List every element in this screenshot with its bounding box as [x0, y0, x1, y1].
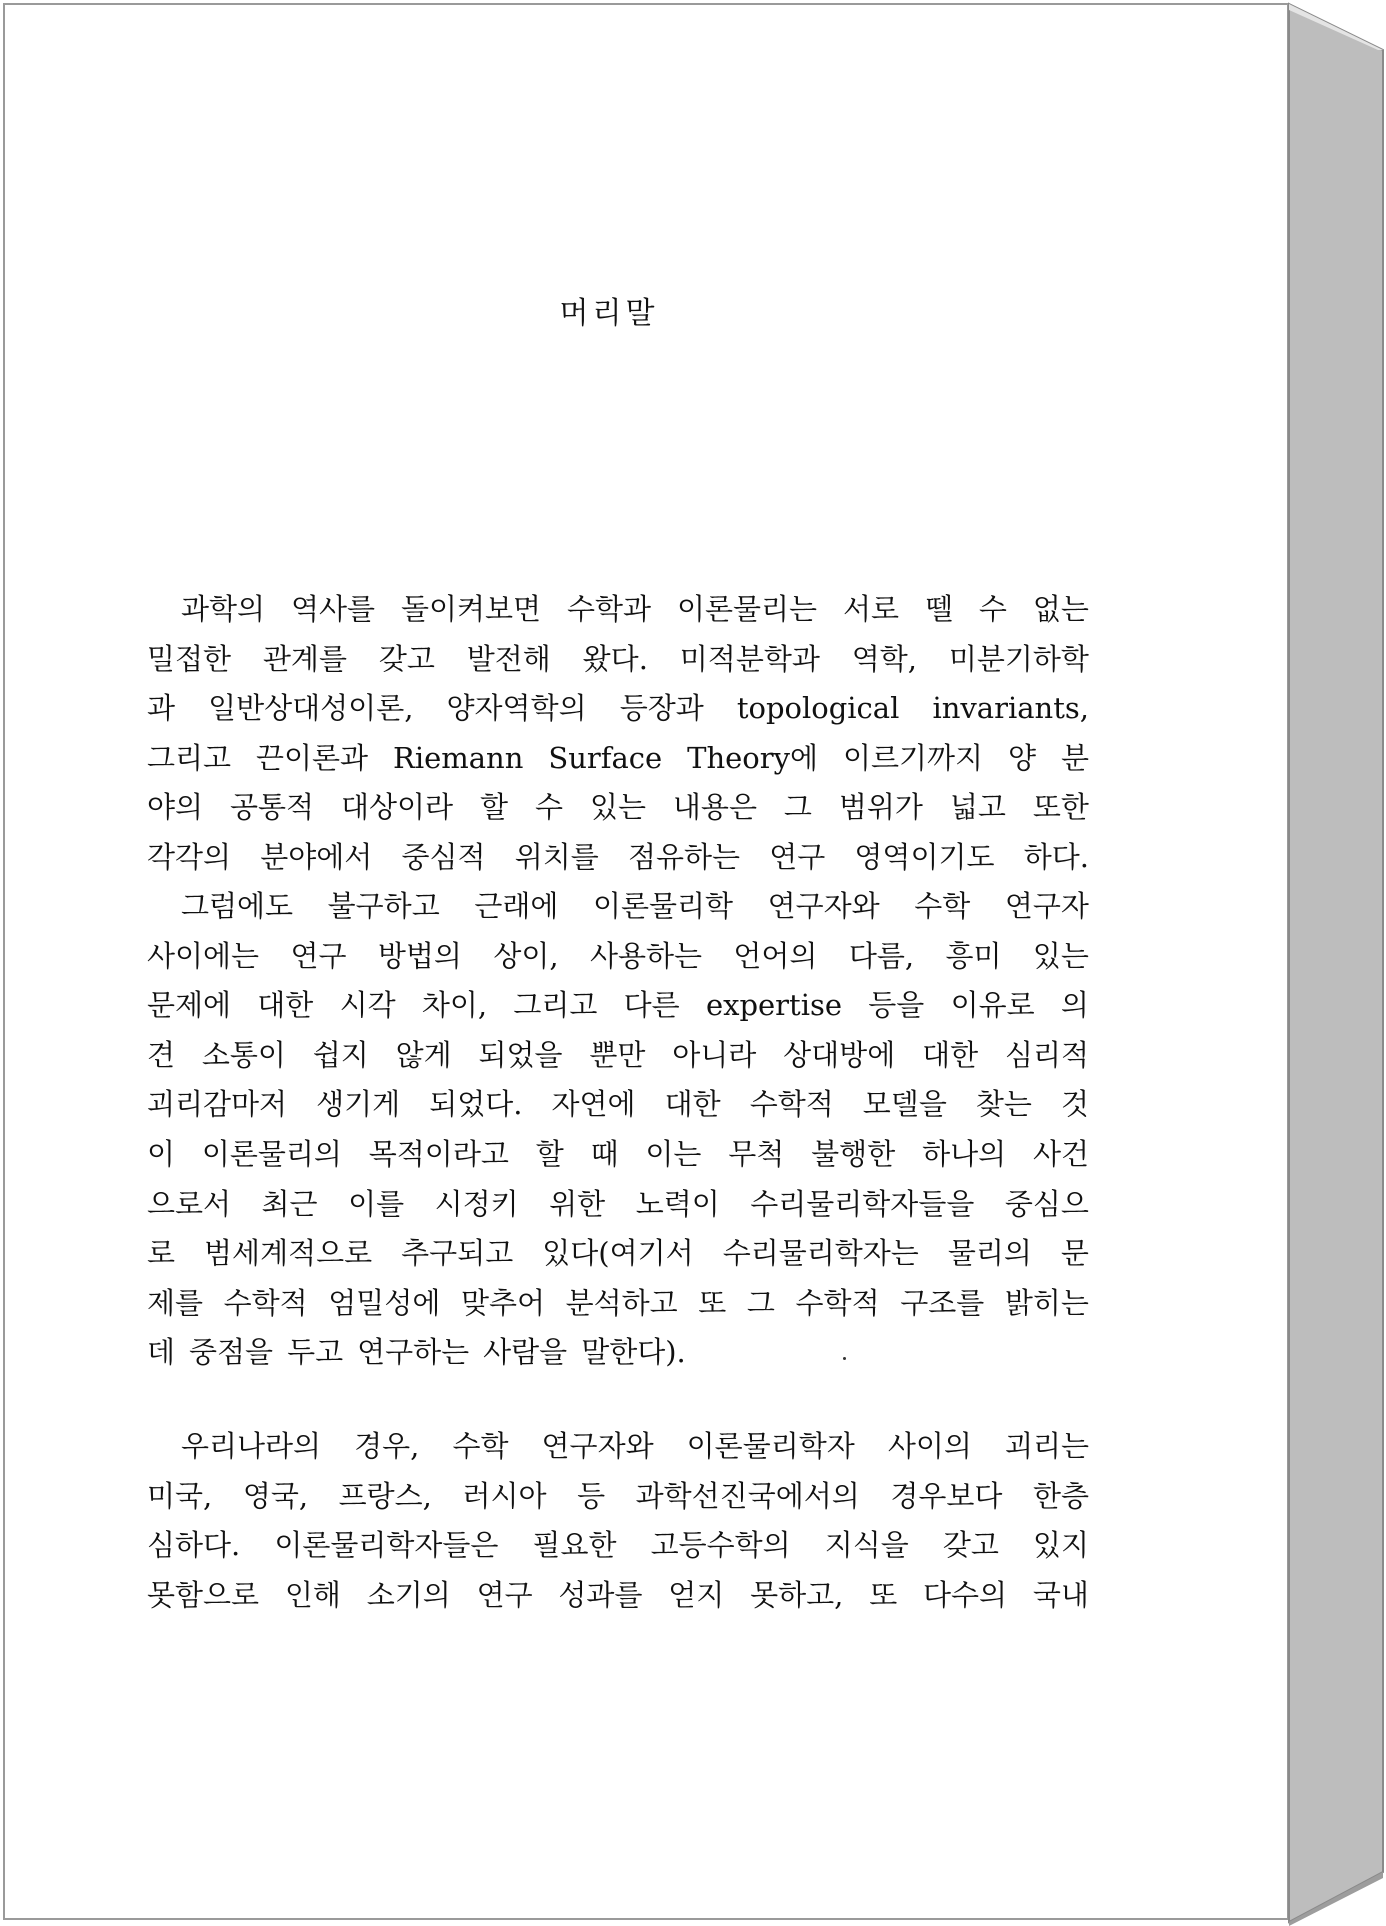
paragraph-1 — [147, 585, 1089, 883]
text-word: 이는 — [645, 1136, 702, 1171]
text-line — [147, 1422, 1089, 1472]
text-word: 있는 — [589, 790, 646, 825]
text-word: 연구하는 — [357, 1335, 470, 1370]
text-word: 사람을 — [483, 1335, 568, 1370]
text-word: 데 — [147, 1335, 176, 1370]
text-word: 대한 — [922, 1037, 979, 1072]
text-word: 자연에 — [551, 1087, 636, 1122]
text-word: 이르기까지 — [842, 740, 984, 775]
text-word: 연구 — [476, 1577, 533, 1612]
text-word: 이유로 — [950, 988, 1035, 1023]
text-word: 사용하는 — [589, 938, 703, 973]
text-line — [147, 1521, 1089, 1571]
ink-speck — [843, 1357, 846, 1360]
text-word: 또 — [869, 1577, 898, 1612]
text-line — [147, 833, 1089, 883]
text-word: 심리적 — [1004, 1037, 1089, 1072]
text-line — [147, 981, 1089, 1031]
text-word: 로 — [147, 1236, 176, 1271]
text-word: topological — [736, 691, 900, 726]
text-word: 사건 — [1032, 1136, 1089, 1171]
text-word: 수리물리학자들을 — [750, 1186, 975, 1221]
text-line — [147, 882, 1089, 932]
text-word: 연구자 — [1004, 889, 1089, 923]
text-word: 사이에는 — [147, 938, 260, 973]
text-word: 얻지 — [668, 1577, 725, 1612]
text-word: 엄밀성에 — [328, 1285, 441, 1320]
text-word: 불구하고 — [327, 889, 440, 923]
text-word: 물리의 — [947, 1236, 1032, 1271]
text-word: 상대방에 — [783, 1037, 896, 1072]
text-word: 대한 — [664, 1087, 721, 1122]
text-word: 이를 — [348, 1186, 405, 1221]
text-word: 흥미 — [945, 938, 1002, 973]
text-word: 갖고 — [378, 641, 435, 676]
text-word: 중심적 — [401, 839, 486, 874]
text-line — [147, 1279, 1089, 1329]
paragraph-3 — [147, 1422, 1089, 1620]
text-line — [147, 1229, 1089, 1279]
text-word: 수 — [534, 790, 563, 825]
text-line — [147, 1571, 1089, 1621]
text-word: 수학적 — [795, 1285, 880, 1320]
text-word: 다름, — [848, 938, 915, 973]
text-word: 야의 — [147, 790, 204, 825]
page-title: 머리말 — [559, 296, 659, 331]
text-word: 일반상대성이론, — [208, 691, 414, 726]
text-word: 위한 — [549, 1186, 606, 1221]
text-word: 내용은 — [672, 790, 757, 825]
text-word: 범위가 — [838, 790, 923, 825]
text-word: 그 — [746, 1285, 775, 1320]
text-line — [147, 1472, 1089, 1522]
text-word: 수학적 — [749, 1087, 834, 1122]
text-word: 맞추어 — [460, 1285, 546, 1320]
text-word: 차이, — [421, 988, 488, 1023]
text-word: 뗄 — [924, 592, 953, 626]
text-word: 연구자와 — [541, 1429, 654, 1463]
text-word: 수 — [978, 592, 1007, 626]
text-word: 그리고 — [513, 988, 598, 1023]
text-word: 못함으로 — [147, 1577, 260, 1612]
text-word: 또 — [698, 1285, 727, 1320]
text-word: 있다(여기서 — [542, 1236, 694, 1271]
text-word: Theory에 — [687, 740, 819, 775]
text-word: 그럼에도 — [181, 889, 294, 923]
text-word: expertise — [705, 988, 843, 1023]
text-line — [147, 1080, 1089, 1130]
text-word: 점유하는 — [627, 839, 741, 874]
text-word: 미적분학과 — [679, 641, 820, 676]
text-word: 양자역학의 — [446, 691, 587, 726]
text-word: 연구자와 — [767, 889, 880, 923]
text-word: 수리물리학자는 — [722, 1236, 919, 1271]
text-word: 우리나라의 — [181, 1429, 322, 1463]
text-word: 괴리는 — [1004, 1429, 1089, 1463]
text-line — [147, 734, 1089, 784]
text-word: 공통적 — [229, 790, 315, 825]
text-word: 있는 — [1032, 938, 1089, 973]
text-word: 경우보다 — [890, 1478, 1003, 1513]
text-line — [147, 932, 1089, 982]
text-word: 하나의 — [922, 1136, 1007, 1171]
text-word: 것 — [1060, 1087, 1089, 1122]
text-word: 할 — [535, 1136, 564, 1171]
text-word: 추구되고 — [401, 1236, 514, 1271]
text-word: 성과를 — [558, 1577, 643, 1612]
text-word: 때 — [590, 1136, 619, 1171]
text-word: 뿐만 — [589, 1037, 646, 1072]
text-word: 역사를 — [290, 592, 376, 626]
text-word: 없는 — [1032, 592, 1089, 626]
text-word: 미국, — [147, 1478, 213, 1513]
text-word: 양 — [1007, 740, 1036, 775]
text-word: 그 — [783, 790, 812, 825]
text-word: 밀접한 — [147, 641, 232, 676]
text-word: Riemann — [392, 740, 524, 775]
text-word: 미분기하학 — [948, 641, 1089, 676]
text-word: 시각 — [339, 988, 396, 1023]
text-word: 불행한 — [811, 1136, 896, 1171]
text-word: 인해 — [284, 1577, 341, 1612]
text-word: 무척 — [728, 1136, 785, 1171]
text-word: 이론물리학 — [592, 889, 734, 923]
text-word: 으로서 — [147, 1186, 232, 1221]
text-word: Surface — [548, 740, 663, 775]
text-word: 소통이 — [201, 1037, 286, 1072]
text-word: 최근 — [261, 1186, 318, 1221]
text-word: 역학, — [851, 641, 917, 676]
text-word: 분야에서 — [260, 839, 373, 874]
text-word: 등장과 — [619, 691, 704, 726]
text-line — [147, 1180, 1089, 1230]
text-word: 사이의 — [887, 1429, 972, 1463]
text-word: 수학적 — [223, 1285, 308, 1320]
text-word: 위치를 — [514, 839, 599, 874]
text-word: 왔다. — [582, 641, 648, 676]
text-word: 고등수학의 — [650, 1528, 791, 1563]
text-word: 연구 — [290, 938, 347, 973]
paragraph-2 — [147, 882, 1089, 1378]
text-line — [147, 684, 1089, 734]
text-word: 못하고, — [750, 1577, 844, 1612]
text-word: 구조를 — [900, 1285, 985, 1320]
text-word: 또한 — [1032, 790, 1089, 825]
text-word: 언어의 — [733, 938, 818, 973]
text-word: 문 — [1060, 1236, 1089, 1271]
text-word: 발전해 — [466, 641, 551, 676]
text-word: 프랑스, — [338, 1478, 432, 1513]
text-word: 관계를 — [262, 641, 347, 676]
text-line — [147, 1031, 1089, 1081]
text-word: 있지 — [1032, 1528, 1089, 1563]
text-word: 대한 — [257, 988, 314, 1023]
text-word: 경우, — [354, 1429, 420, 1463]
text-word: 분석하고 — [565, 1285, 678, 1320]
text-word: 중점을 — [189, 1335, 274, 1370]
text-word: 등 — [577, 1478, 606, 1513]
text-word: 영국, — [242, 1478, 309, 1513]
text-word: 범세계적으로 — [204, 1236, 373, 1271]
text-word: 다수의 — [923, 1577, 1008, 1612]
text-line — [147, 635, 1089, 685]
text-word: 아니라 — [672, 1037, 757, 1072]
text-word: 찾는 — [975, 1087, 1032, 1122]
text-word: 서로 — [842, 592, 900, 626]
text-word: 지식을 — [824, 1528, 909, 1563]
text-line — [147, 1328, 1089, 1378]
text-word: 시정키 — [434, 1186, 519, 1221]
text-word: 국내 — [1032, 1577, 1089, 1612]
text-word: 갖고 — [942, 1528, 999, 1563]
text-word: 등을 — [868, 988, 925, 1023]
text-word: 연구 — [769, 839, 826, 874]
text-word: invariants, — [932, 691, 1089, 726]
text-word: 이론물리는 — [676, 592, 818, 626]
text-word: 중심으 — [1004, 1186, 1089, 1221]
text-word: 목적이라고 — [368, 1136, 509, 1171]
text-word: 문제에 — [147, 988, 232, 1023]
text-word: 견 — [147, 1037, 176, 1072]
text-word: 이론물리학자 — [686, 1429, 855, 1463]
text-word: 필요한 — [532, 1528, 617, 1563]
text-word: 이론물리의 — [201, 1136, 342, 1171]
text-word: 과학선진국에서의 — [635, 1478, 860, 1513]
text-word: 않게 — [395, 1037, 452, 1072]
text-word: 이론물리학자들은 — [274, 1528, 499, 1563]
text-word: 영역이기도 — [854, 839, 995, 874]
text-word: 되었다. — [429, 1087, 523, 1122]
text-word: 수학 — [914, 889, 971, 923]
text-word: 끈이론과 — [255, 740, 369, 775]
text-word: 그리고 — [147, 740, 232, 775]
text-word: 생기게 — [316, 1087, 401, 1122]
text-word: 방법의 — [377, 938, 462, 973]
text-word: 러시아 — [462, 1478, 547, 1513]
text-word: 상이, — [493, 938, 559, 973]
text-word: 두고 — [287, 1335, 344, 1370]
text-line — [147, 1130, 1089, 1180]
text-word: 하다. — [1023, 839, 1089, 874]
text-word: 다른 — [623, 988, 680, 1023]
text-word: 모델을 — [862, 1087, 947, 1122]
text-word: 할 — [480, 790, 509, 825]
text-word: 소기의 — [366, 1577, 451, 1612]
text-word: 돌이켜보면 — [400, 592, 542, 626]
text-word: 밝히는 — [1004, 1285, 1089, 1320]
text-word: 수학과 — [566, 592, 652, 626]
text-word: 한층 — [1032, 1478, 1089, 1513]
text-word: 괴리감마저 — [147, 1087, 288, 1122]
text-word: 노력이 — [635, 1186, 720, 1221]
text-word: 의 — [1060, 988, 1089, 1023]
text-word: 말한다). — [581, 1335, 686, 1370]
text-word: 심하다. — [147, 1528, 241, 1563]
text-word: 분 — [1060, 740, 1089, 775]
text-word: 과 — [147, 691, 176, 726]
text-word: 대상이라 — [340, 790, 454, 825]
text-word: 제를 — [147, 1285, 204, 1320]
text-line — [147, 783, 1089, 833]
text-word: 이 — [147, 1136, 176, 1171]
text-line — [147, 585, 1089, 635]
text-word: 근래에 — [474, 889, 559, 923]
text-word: 수학 — [452, 1429, 509, 1463]
text-word: 쉽지 — [312, 1037, 369, 1072]
text-word: 넓고 — [949, 790, 1006, 825]
text-word: 각각의 — [147, 839, 232, 874]
text-word: 과학의 — [181, 592, 266, 626]
text-word: 되었을 — [478, 1037, 563, 1072]
